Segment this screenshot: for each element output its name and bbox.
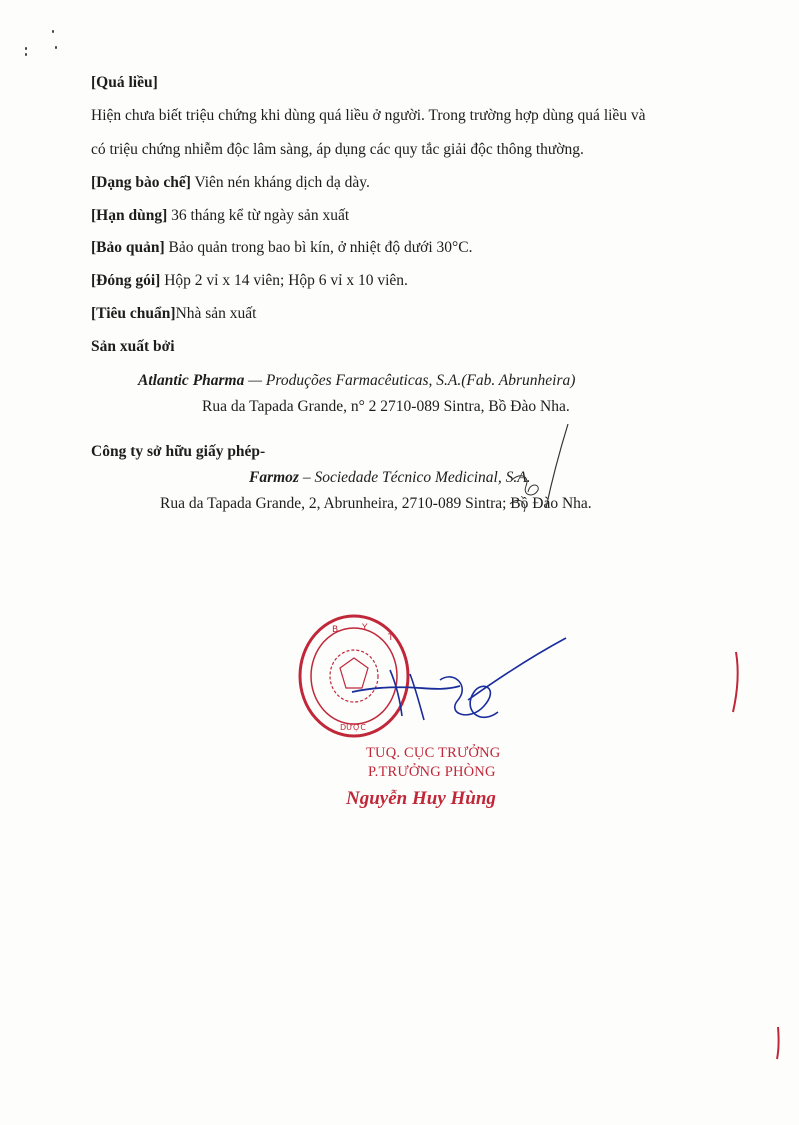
scan-speck: [55, 46, 57, 49]
initial-signature: [500, 420, 580, 530]
shelf-life-label: [Hạn dùng]: [91, 207, 168, 224]
scan-speck: [25, 53, 27, 56]
storage-row: [91, 239, 472, 257]
approval-title-line1: TUQ. CỤC TRƯỞNG: [366, 745, 501, 761]
packaging-label: [Đóng gói]: [91, 272, 161, 289]
license-holder-address: Rua da Tapada Grande, 2, Abrunheira, 2710-089 Sintra; Bồ Đào Nha.: [160, 495, 592, 512]
license-holder-name-bold: Farmoz: [249, 469, 299, 486]
svg-text:B: B: [332, 625, 339, 635]
svg-text:Y: Y: [362, 623, 368, 633]
overdose-heading: [Quá liều]: [91, 74, 158, 91]
overdose-text-line2: có triệu chứng nhiễm độc lâm sàng, áp dụng các quy tắc giải độc thông thường.: [91, 141, 584, 158]
manufacturer-name-rest: — Produções Farmacêuticas, S.A.(Fab. Abrunheira): [244, 372, 576, 389]
margin-mark: [730, 650, 742, 714]
margin-mark: [774, 1025, 782, 1061]
approval-block: [290, 600, 590, 830]
svg-text:DƯỢC: DƯỢC: [340, 723, 366, 732]
dosage-form-value: Viên nén kháng dịch dạ dày.: [190, 174, 370, 191]
license-holder-name-rest: – Sociedade Técnico Medicinal, S.A.: [298, 469, 531, 486]
shelf-life-value: 36 tháng kể từ ngày sản xuất: [167, 207, 350, 224]
scan-speck: [25, 47, 27, 50]
standard-row: [91, 305, 256, 323]
standard-label: [Tiêu chuẩn]: [91, 305, 176, 322]
shelf-life-row: [91, 207, 349, 225]
handwritten-signature: [350, 630, 570, 740]
storage-value: Bảo quản trong bao bì kín, ở nhiệt độ dưới 30°C.: [164, 239, 473, 256]
license-holder-heading: Công ty sở hữu giấy phép-: [91, 443, 266, 460]
signer-name: Nguyễn Huy Hùng: [346, 788, 496, 809]
packaging-value: Hộp 2 vỉ x 14 viên; Hộp 6 vỉ x 10 viên.: [160, 272, 408, 289]
approval-title-line2: P.TRƯỞNG PHÒNG: [368, 764, 496, 780]
svg-text:T: T: [388, 633, 394, 643]
scan-speck: [52, 30, 54, 33]
manufacturer-name-bold: Atlantic Pharma: [138, 372, 245, 389]
manufacturer-heading: Sản xuất bởi: [91, 338, 175, 355]
dosage-form-row: [91, 174, 370, 192]
packaging-row: [91, 272, 408, 290]
dosage-form-label: [Dạng bào chế]: [91, 174, 191, 191]
license-holder-name: [249, 469, 531, 487]
storage-label: [Bảo quản]: [91, 239, 165, 256]
standard-value: Nhà sản xuất: [175, 305, 257, 322]
manufacturer-name: [138, 372, 575, 390]
overdose-text-line1: Hiện chưa biết triệu chứng khi dùng quá liều ở người. Trong trường hợp dùng quá liều và: [91, 107, 646, 124]
manufacturer-address: Rua da Tapada Grande, n° 2 2710-089 Sintra, Bồ Đào Nha.: [202, 398, 570, 415]
